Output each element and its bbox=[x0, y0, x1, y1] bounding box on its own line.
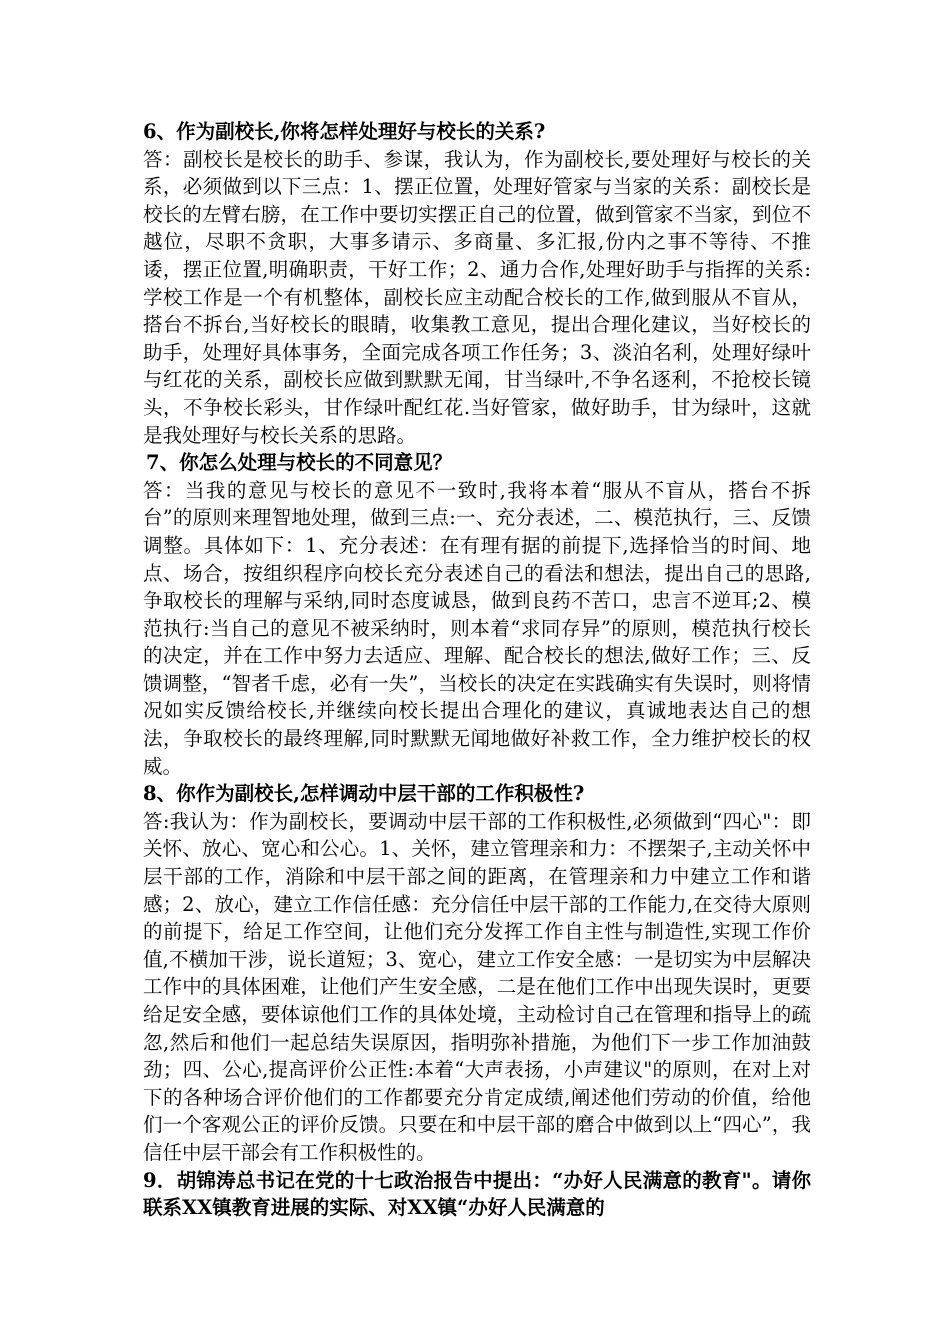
question-6-heading: 6、作为副校长,你将怎样处理好与校长的关系? bbox=[143, 120, 546, 143]
question-9-heading: 9．胡锦涛总书记在党的十七政治报告中提出：“办好人民满意的教育"。请你联系XX镇教育进展的实际、对XX镇“办好人民满意的 bbox=[143, 1168, 811, 1220]
answer-6-paragraph: 答：副校长是校长的助手、参谋，我认为，作为副校长,要处理好与校长的关系，必须做到以下三点：1、摆正位置，处理好管家与当家的关系：副校长是校长的左臂右膀，在工作中要切实摆正自己的位置，做到管家不当家，到位不越位，尽职不贪职，大事多请示、多商量、多汇报,份内之事不等待、不推诿，摆正位置,明确职责，干好工作；2、通力合作,处理好助手与指挥的关系:学校工作是一个有机整体，副校长应主动配合校长的工作,做到服从不盲从，搭台不拆台,当好校长的眼睛，收集教工意见，提出合理化建议，当好校长的助手，处理好具体事务，全面完成各项工作任务；3、淡泊名利，处理好绿叶与红花的关系，副校长应做到默默无闻，甘当绿叶,不争名逐利，不抢校长镜头，不争校长彩头，甘作绿叶配红花.当好管家，做好助手，甘为绿叶，这就是我处理好与校长关系的思路。 bbox=[143, 147, 811, 447]
question-7-heading: 7、你怎么处理与校长的不同意见？ bbox=[146, 451, 453, 475]
document-page bbox=[143, 118, 811, 1222]
answer-8-paragraph: 答:我认为：作为副校长，要调动中层干部的工作积极性,必须做到“四心"：即关怀、放心、宽心和公心。1、关怀，建立管理亲和力：不摆架子,主动关怀中层干部的工作，消除和中层干部之间的距离，在管理亲和力中建立工作和谐感；2、放心，建立工作信任感：充分信任中层干部的工作能力,在交待大原则的前提下，给足工作空间，让他们充分发挥工作自主性与制造性,实现工作价值,不横加干涉，说长道短；3、宽心，建立工作安全感：一是切实为中层解决工作中的具体困难，让他们产生安全感，二是在他们工作中出现失误时，更要给足安全感，要体谅他们工作的具体处境，主动检讨自己在管理和指导上的疏忽,然后和他们一起总结失误原因，指明弥补措施，为他们下一步工作加油鼓劲；四、公心,提高评价公正性:本着“大声表扬，小声建议"的原则，在对上对下的各种场合评价他们的工作都要充分肯定成绩,阐述他们劳动的价值，给他们一个客观公正的评价反馈。只要在和中层干部的磨合中做到以上“四心”，我信任中层干部会有工作积极性的。 bbox=[143, 809, 811, 1164]
answer-7-paragraph: 答：当我的意见与校长的意见不一致时,我将本着“服从不盲从，搭台不拆台”的原则来理智地处理，做到三点:一、充分表述，二、模范执行，三、反馈调整。具体如下：1、充分表述：在有理有据的前提下,选择恰当的时间、地点、场合，按组织程序向校长充分表述自己的看法和想法，提出自己的思路,争取校长的理解与采纳,同时态度诚恳，做到良药不苦口，忠言不逆耳;2、模范执行:当自己的意见不被采纳时，则本着“求同存异”的原则，模范执行校长的决定，并在工作中努力去适应、理解、配合校长的想法,做好工作；三、反馈调整，“智者千虑，必有一失”，当校长的决定在实践确实有失误时，则将情况如实反馈给校长,并继续向校长提出合理化的建议，真诚地表达自己的想法，争取校长的最终理解,同时默默无闻地做好补救工作，全力维护校长的权威。 bbox=[143, 478, 811, 778]
question-8-heading: 8、你作为副校长,怎样调动中层干部的工作积极性? bbox=[143, 782, 585, 806]
